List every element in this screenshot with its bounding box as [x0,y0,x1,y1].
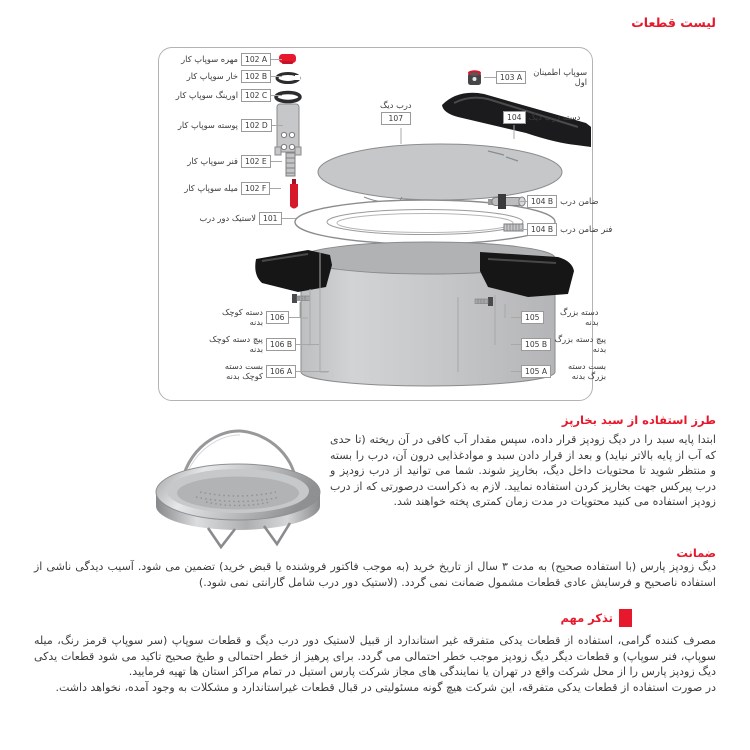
connector-line [511,317,521,318]
notice-paragraph-2: در صورت استفاده از قطعات یدکی متفرقه، این شرکت هیچ گونه مسئولیتی در قبال قطعات غیراستاندارد و مشکلات به وجود آمده، نخواهد داشت. [55,680,716,694]
valve-rod-icon [290,179,298,209]
part-label-102e [160,155,282,168]
steamer-basket-image [150,420,326,552]
part-label-106b [207,335,319,354]
part-name: پیچ دسته بزرگ بدنه [554,334,607,354]
part-label-104 [503,111,580,124]
part-label-105b [511,335,606,354]
basket-leg [208,528,235,547]
red-square-marker [619,609,632,627]
connector-line [296,344,319,345]
part-code: 104 B [527,195,557,208]
part-name: پوسته سوپاپ کار [177,119,238,130]
connector-line [272,125,283,126]
part-code: 105 A [521,365,551,378]
part-name: فنر ضامن درب [560,223,613,234]
part-name: میله سوپاپ کار [184,182,238,193]
part-label-104b-spring [518,223,612,236]
part-name: لاستیک دور درب [199,212,256,223]
notice-section-heading [560,609,632,627]
connector-line [271,59,282,60]
part-label-104b-latch [518,195,599,208]
part-name: مهره سوپاپ کار [181,53,238,64]
notice-section-body [34,633,716,695]
part-label-102c [160,89,282,102]
part-name: فنر سوپاپ کار [187,155,238,166]
part-code: 103 A [496,71,526,84]
connector-line [296,371,329,372]
connector-line [282,218,296,219]
connector-line [271,161,282,162]
warranty-section-heading: ضمانت [676,546,716,560]
page-title: لیست قطعات [631,15,716,30]
part-code: 102 B [241,70,271,83]
part-label-107 [380,100,412,125]
part-name: اورینگ سوپاپ کار [175,89,238,100]
connector-line [511,371,521,372]
part-code: 105 B [521,338,551,351]
part-name: بست دسته بزرگ بدنه [568,361,607,381]
warranty-section-body: دیگ زودپز پارس (با استفاده صحیح) به مدت ۳ سال از تاریخ خرید (به موجب فاکتور فروشنده یا قبض خرید) تضمین می شود. آسیب دیدگی ناشی از استفاده ناصحیح و فرسایش عادی قطعات مشمول ضمانت نمی گردد. (لاستیک دور درب شامل گارانتی نمی شود.) [34,560,716,589]
connector-line [289,317,302,318]
part-name: خار سوپاپ کار [186,70,238,81]
part-code: 102 A [241,53,271,66]
part-label-103a [484,68,587,87]
valve-spring-icon [286,153,295,176]
part-label-106 [207,308,302,327]
part-code: 104 [503,111,526,124]
part-code: 104 B [527,223,557,236]
part-name: درب دیگ [380,100,412,110]
part-name: ضامن درب [560,195,599,206]
part-code: 102 D [241,119,272,132]
connector-line [484,77,496,78]
part-label-102b [160,70,282,83]
part-name: دسته درب دیگ [528,111,581,122]
safety-valve-icon [468,70,481,85]
part-code: 101 [259,212,282,225]
connector-line [511,344,521,345]
part-name: سوپاپ اطمینان اول [533,67,588,87]
usage-section-heading: طرز استفاده از سبد بخارپز [561,413,716,427]
connector-line [518,201,527,202]
part-name: بست دسته کوچک بدنه [224,361,263,381]
part-label-102a [160,53,282,66]
part-code: 102 C [241,89,271,102]
part-label-105a [511,362,606,381]
notice-paragraph-1: مصرف کننده گرامی، استفاده از قطعات یدکی متفرقه غیر استاندارد از قبیل لاستیک دور درب دیگ و قطعات سوپاپ (سر سوپاپ قرمز رنگ، میله سوپاپ، فنر سوپاپ) و قطعات دیگر دیگ زودپز موجب خطر احتمالی می گردد. برای پرهیز از خطر احتمالی و طبخ صحیح تاکید می شود قطعات یدکی دیگ زودپز پارس را از محل شرکت واقع در تهران یا نمایندگی های مجاز شرکت پارس استیل در تمام مراکز استان ها تهیه فرمایید. [34,634,716,679]
part-label-102d [160,119,283,132]
part-code: 107 [381,112,411,125]
part-label-106a [207,362,329,381]
part-code: 106 B [266,338,296,351]
connector-line [271,76,282,77]
part-label-105 [511,308,599,327]
notice-heading-text: تذکر مهم [560,611,613,625]
usage-section-body: ابتدا پایه سبد را در دیگ زودپز قرار داده، سپس مقدار آب کافی در آن ریخته (تا حدی که آب از پایه بالاتر نیاید) و بعد از قرار دادن سبد و موادغذایی درون آن، درب را بسته و منتظر شوید تا محتویات داخل دیگ، بخارپز شوند. شما می توانید از درب زودپز و درب پیرکس جهت بخارپز کردن استفاده نمایید. لازم به ذکراست درصورتی که از درب زودپز استفاده می کنید محتویات در مدت زمان کمتری پخته خواهند شد. [330,433,716,509]
part-code: 106 A [266,365,296,378]
part-code: 102 E [241,155,271,168]
connector-line [270,188,281,189]
part-name: دسته کوچک بدنه [221,307,263,327]
part-code: 102 F [241,182,270,195]
part-name: پیچ دسته کوچک بدنه [209,334,263,354]
connector-line [271,95,282,96]
part-label-101 [178,212,296,225]
part-name: دسته بزرگ بدنه [559,307,599,327]
part-code: 105 [521,311,544,324]
gasket-shape [295,200,555,244]
part-code: 106 [266,311,289,324]
part-label-102f [160,182,281,195]
connector-line [518,229,527,230]
